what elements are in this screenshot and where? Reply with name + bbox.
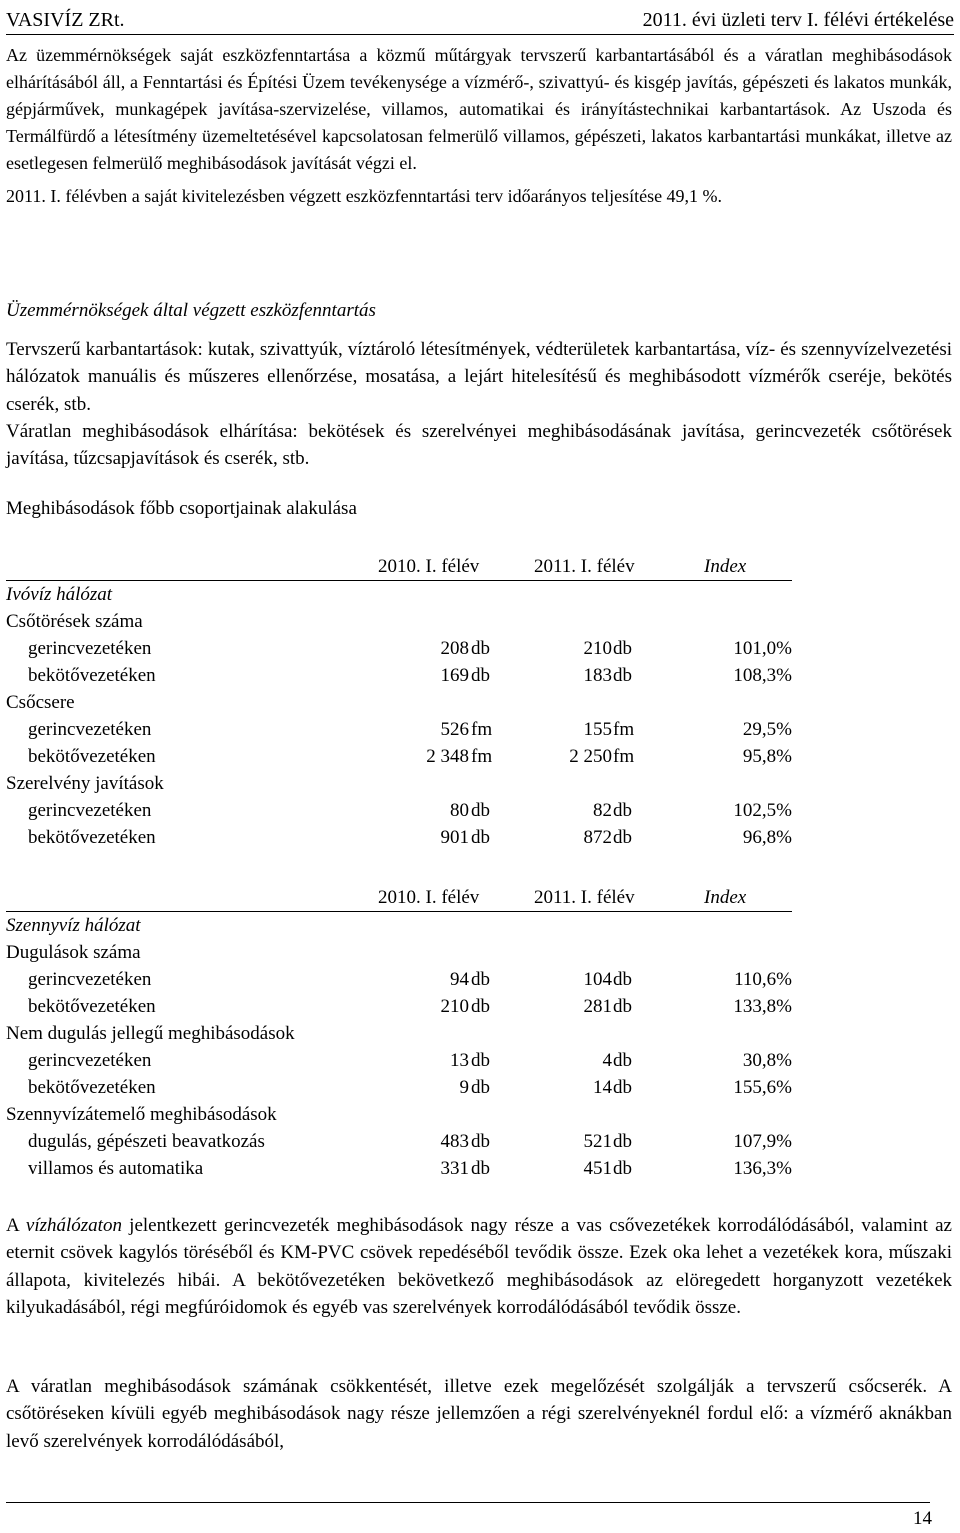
value-2010: 208 [440,638,469,659]
unit-2011: db [613,996,632,1017]
network-failures-paragraph [6,1212,952,1321]
unit-2011: db [613,827,632,848]
value-2011: 521 [583,1131,612,1152]
value-2011: 104 [583,969,612,990]
value-2011: 82 [593,800,612,821]
unit-2010: db [471,665,490,686]
row-label: gerincvezetéken [28,800,152,821]
column-header-2011: 2011. I. félév [534,887,635,908]
row-label: gerincvezetéken [28,1050,152,1071]
unit-2010: db [471,1158,490,1179]
unit-2011: db [613,665,632,686]
value-2010: 169 [440,665,469,686]
value-2011: 210 [583,638,612,659]
value-2010: 483 [440,1131,469,1152]
unit-2010: fm [471,746,493,767]
group-label: Szennyvíz hálózat [6,915,141,936]
value-2010: 901 [440,827,469,848]
unit-2010: db [471,969,490,990]
emphasis-text: vízhálózaton [25,1215,122,1236]
page-header [6,4,954,35]
value-2011: 872 [583,827,612,848]
index-value: 110,6% [734,969,792,990]
index-value: 107,9% [733,1131,792,1152]
value-2011: 4 [602,1050,612,1071]
index-value: 133,8% [733,996,792,1017]
unit-2010: fm [471,719,493,740]
table-row [6,1047,792,1074]
table-row [6,770,792,797]
section-subtitle: Üzemmérnökségek által végzett eszközfenntartás [6,300,376,321]
unit-2011: db [613,969,632,990]
unit-2011: db [613,1158,632,1179]
row-label: bekötővezetéken [28,665,156,686]
unit-2010: db [471,1050,490,1071]
group-label: Ivóvíz hálózat [6,584,113,605]
table-row [6,1020,792,1047]
value-2010: 80 [450,800,469,821]
page-number: 14 [913,1508,932,1529]
unit-2010: db [471,638,490,659]
row-label: gerincvezetéken [28,638,152,659]
category-label: Dugulások száma [6,942,141,963]
table-group-title [6,581,792,608]
footer-rule [6,1502,930,1505]
unit-2010: db [471,996,490,1017]
row-label: bekötővezetéken [28,1077,156,1098]
table-row [6,1128,792,1155]
closing-section [6,1212,952,1455]
table-group-title [6,912,792,939]
table-row [6,716,792,743]
row-label: dugulás, gépészeti beavatkozás [28,1131,265,1152]
index-value: 30,8% [742,1050,792,1071]
intro-section [6,42,952,210]
table-header [6,553,792,581]
index-value: 108,3% [733,665,792,686]
sewage-network-table [6,884,792,1182]
text-run: A [6,1215,26,1236]
row-label: bekötővezetéken [28,827,156,848]
column-header-2011: 2011. I. félév [534,556,635,577]
category-label: Csőtörések száma [6,611,143,632]
maintenance-section [6,300,952,520]
table-row [6,635,792,662]
completion-paragraph: 2011. I. félévben a saját kivitelezésben végzett eszközfenntartási terv időarányos teljesítése 49,1 %. [6,186,723,206]
index-value: 136,3% [733,1158,792,1179]
text-run: jelentkezett gerincvezeték meghibásodások nagy része a vas csővezetékek korrodálódásából, valamint az eternit csövek kagylós töréséből és KM-PVC csövek repedéséből tevődik össze. Ezek oka lehet a vezetékek kora, műszaki állapota, kivitelezés hibái. A bekötővezetéken bekövetkező meghibásodások az elöregedett horganyzott vezetékek kilyukadásából, régi megfúróidomok és egyéb vas szerelvények korrodálódásából tevődik össze. [6,1215,952,1318]
column-header-index: Index [704,887,747,908]
category-label: Szennyvízátemelő meghibásodások [6,1104,277,1125]
index-value: 102,5% [733,800,792,821]
table-row [6,1155,792,1182]
row-label: gerincvezetéken [28,719,152,740]
index-value: 95,8% [742,746,792,767]
value-2011: 2 250 [569,746,612,767]
table-row [6,689,792,716]
table-row [6,1074,792,1101]
unit-2011: fm [613,719,635,740]
unit-2010: db [471,1131,490,1152]
value-2011: 14 [593,1077,612,1098]
index-value: 155,6% [733,1077,792,1098]
value-2011: 183 [583,665,612,686]
row-label: bekötővezetéken [28,746,156,767]
value-2010: 13 [450,1050,469,1071]
table-rows [6,608,792,851]
value-2010: 210 [440,996,469,1017]
table-row [6,993,792,1020]
category-label: Nem dugulás jellegű meghibásodások [6,1023,295,1044]
document-title: 2011. évi üzleti terv I. félévi értékelése [642,9,954,31]
company-name: VASIVÍZ ZRt. [6,9,125,31]
index-value: 29,5% [742,719,792,740]
unit-2011: db [613,1131,632,1152]
table-row [6,966,792,993]
planned-maintenance-paragraph: Tervszerű karbantartások: kutak, szivattyúk, víztároló létesítmények, védterületek karbantartása, víz- és szennyvízelvezetési hálózatok manuális és műszeres ellenőrzése, mosatása, a lejárt hitelesítésű és meghibásodott vízmérők cseréje, bekötés cserék, stb. [6,339,952,415]
unit-2011: db [613,1050,632,1071]
column-header-2010: 2010. I. félév [378,887,480,908]
value-2010: 94 [450,969,469,990]
table-row [6,1101,792,1128]
table-row [6,662,792,689]
unit-2011: db [613,1077,632,1098]
intro-paragraph: Az üzemmérnökségek saját eszközfenntartása a közmű műtárgyak tervszerű karbantartásából és a váratlan meghibásodások elhárításából áll, a Fenntartási és Építési Üzem tevékenysége a vízmérő-, szivattyú- és kisgép javítás, gépészeti és lakatos munkák, gépjárművek, munkagépek javítása-szervizelése, villamos, automatikai és irányítástechnikai karbantartások. Az Uszoda és Termálfürdő a létesítmény üzemeltetésével kapcsolatosan felmerülő villamos, gépészeti, lakatos karbantartási munkákat, illetve az esetlegesen felmerülő meghibásodások javítását végzi el. [6,45,952,173]
water-network-table [6,553,792,851]
unit-2010: db [471,827,490,848]
unexpected-failures-paragraph: Váratlan meghibásodások elhárítása: bekötések és szerelvényei meghibásodásának javítása, gerincvezeték csőtörések javítása, tűzcsapjavítások és cserék, stb. [6,420,952,470]
category-label: Csőcsere [6,692,75,713]
value-2010: 331 [440,1158,469,1179]
table-rows [6,939,792,1182]
category-label: Szerelvény javítások [6,773,164,794]
row-label: bekötővezetéken [28,996,156,1017]
row-label: gerincvezetéken [28,969,152,990]
value-2010: 2 348 [426,746,469,767]
value-2011: 451 [583,1158,612,1179]
unit-2011: db [613,800,632,821]
unit-2011: db [613,638,632,659]
table-row [6,797,792,824]
value-2010: 9 [459,1077,469,1098]
table-row [6,824,792,851]
table-header [6,884,792,912]
table-row [6,939,792,966]
column-header-index: Index [704,556,747,577]
row-label: villamos és automatika [28,1158,204,1179]
unit-2010: db [471,1077,490,1098]
table-row [6,608,792,635]
unit-2011: fm [613,746,635,767]
tables-title: Meghibásodások főbb csoportjainak alakulása [6,498,357,520]
index-value: 101,0% [733,638,792,659]
column-header-2010: 2010. I. félév [378,556,480,577]
table-row [6,743,792,770]
value-2010: 526 [440,719,469,740]
prevention-paragraph: A váratlan meghibásodások számának csökkentését, illetve ezek megelőzését szolgálják a tervszerű csőcserék. A csőtöréseken kívüli egyéb meghibásodások nagy része jellemzően a régi szerelvényeknél fordul elő: a vízmérő aknákban levő szerelvények korrodálódásából, [6,1376,952,1452]
unit-2010: db [471,800,490,821]
value-2011: 155 [583,719,612,740]
index-value: 96,8% [742,827,792,848]
value-2011: 281 [583,996,612,1017]
